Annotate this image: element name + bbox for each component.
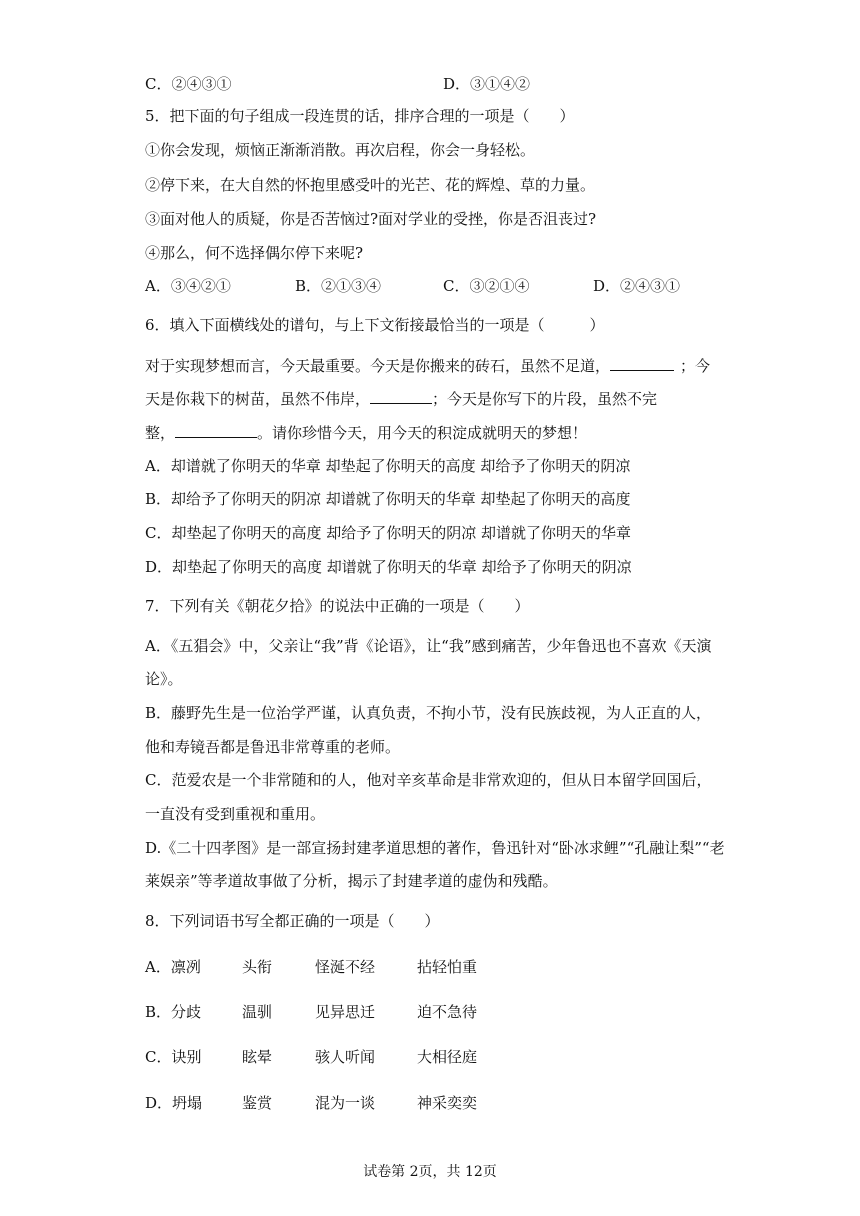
q6-passage-text: 。请你珍惜今天，用今天的积淀成就明天的梦想！ bbox=[257, 424, 588, 442]
q6-passage-line-3 bbox=[145, 422, 587, 443]
word: 大相径庭 bbox=[417, 1048, 478, 1066]
q7-option-c[interactable]: C．范爱农是一个非常随和的人，他对辛亥革命是非常欢迎的，但从日本留学回国后， bbox=[145, 771, 712, 789]
q7-option-d[interactable]: D.《二十四孝图》是一部宣扬封建孝道思想的著作，鲁迅针对“卧冰求鲤”“孔融让梨”“老 bbox=[145, 839, 725, 857]
word: 怪涎不经 bbox=[315, 958, 376, 976]
word: 鉴赏 bbox=[242, 1094, 273, 1112]
q6-passage-text: 对于实现梦想而言，今天最重要。今天是你搬来的砖石，虽然不足道， bbox=[145, 357, 611, 375]
q5-option-d[interactable]: D．②④③① bbox=[593, 277, 681, 295]
q7-option-d-cont[interactable]: 莱娱亲”等孝道故事做了分析，揭示了封建孝道的虚伪和残酷。 bbox=[145, 872, 558, 890]
q6-passage-text: 整， bbox=[145, 424, 176, 442]
answer-blank-3[interactable] bbox=[175, 422, 257, 438]
q6-passage-line-2 bbox=[145, 388, 657, 409]
q7-option-b-cont[interactable]: 他和寿镜吾都是鲁迅非常尊重的老师。 bbox=[145, 738, 401, 756]
word: 眩晕 bbox=[242, 1048, 273, 1066]
q6-option-d[interactable]: D．却垫起了你明天的高度 却谱就了你明天的华章 却给予了你明天的阴凉 bbox=[145, 558, 632, 576]
q7-stem: 7．下列有关《朝花夕拾》的说法中正确的一项是（ ） bbox=[145, 597, 530, 615]
word: 见异思迁 bbox=[315, 1003, 376, 1021]
word: 温驯 bbox=[242, 1003, 273, 1021]
word: 迫不急待 bbox=[417, 1003, 478, 1021]
q5-stem: 5．把下面的句子组成一段连贯的话，排序合理的一项是（ ） bbox=[145, 107, 575, 125]
q6-stem: 6．填入下面横线处的谱句，与上下文衔接最恰当的一项是（ ） bbox=[145, 316, 605, 334]
q7-option-a[interactable]: A．《五猖会》中，父亲让“我”背《论语》，让“我”感到痛苦，少年鲁迅也不喜欢《天演 bbox=[145, 637, 712, 655]
page-footer: 试卷第 2页，共 12页 bbox=[363, 1164, 497, 1180]
q6-passage-text: 天是你栽下的树苗，虽然不伟岸， bbox=[145, 390, 371, 408]
q7-option-c-cont[interactable]: 一直没有受到重视和重用。 bbox=[145, 805, 326, 823]
q5-option-a[interactable]: A．③④②① bbox=[145, 277, 231, 295]
answer-blank-2[interactable] bbox=[370, 388, 432, 404]
word: B．分歧 bbox=[145, 1003, 202, 1021]
q5-sentence-2: ②停下来，在大自然的怀抱里感受叶的光芒、花的辉煌、草的力量。 bbox=[145, 176, 596, 194]
q4-option-d[interactable]: D．③①④② bbox=[443, 75, 531, 93]
q7-option-a-cont[interactable]: 论》。 bbox=[145, 670, 183, 688]
word: 拈轻怕重 bbox=[417, 958, 478, 976]
q6-passage-text: ；今天是你写下的片段，虽然不完 bbox=[432, 390, 658, 408]
q6-passage-text: ；今 bbox=[680, 357, 711, 375]
q6-option-c[interactable]: C．却垫起了你明天的高度 却给予了你明天的阴凉 却谱就了你明天的华章 bbox=[145, 524, 632, 542]
q8-stem: 8．下列词语书写全都正确的一项是（ ） bbox=[145, 912, 440, 930]
q5-sentence-1: ①你会发现，烦恼正渐渐消散。再次启程，你会一身轻松。 bbox=[145, 141, 536, 159]
q5-sentence-4: ④那么，何不选择偶尔停下来呢? bbox=[145, 244, 364, 262]
q5-option-b[interactable]: B．②①③④ bbox=[295, 277, 382, 295]
q5-sentence-3: ③面对他人的质疑，你是否苦恼过?面对学业的受挫，你是否沮丧过? bbox=[145, 210, 597, 228]
q5-option-c[interactable]: C．③②①④ bbox=[443, 277, 530, 295]
q6-passage-line-1 bbox=[145, 355, 710, 376]
word: 神采奕奕 bbox=[417, 1094, 478, 1112]
q7-option-b[interactable]: B．藤野先生是一位治学严谨，认真负责，不拘小节，没有民族歧视，为人正直的人， bbox=[145, 704, 712, 722]
word: C．诀别 bbox=[145, 1048, 202, 1066]
word: 骇人听闻 bbox=[315, 1048, 376, 1066]
answer-blank-1[interactable] bbox=[610, 355, 674, 371]
word: 混为一谈 bbox=[315, 1094, 376, 1112]
q6-option-b[interactable]: B．却给予了你明天的阴凉 却谱就了你明天的华章 却垫起了你明天的高度 bbox=[145, 490, 631, 508]
word: A．凛冽 bbox=[145, 958, 201, 976]
word: 头衔 bbox=[242, 958, 273, 976]
q6-option-a[interactable]: A．却谱就了你明天的华章 却垫起了你明天的高度 却给予了你明天的阴凉 bbox=[145, 457, 631, 475]
word: D．坍塌 bbox=[145, 1094, 203, 1112]
q4-option-c[interactable]: C．②④③① bbox=[145, 75, 232, 93]
